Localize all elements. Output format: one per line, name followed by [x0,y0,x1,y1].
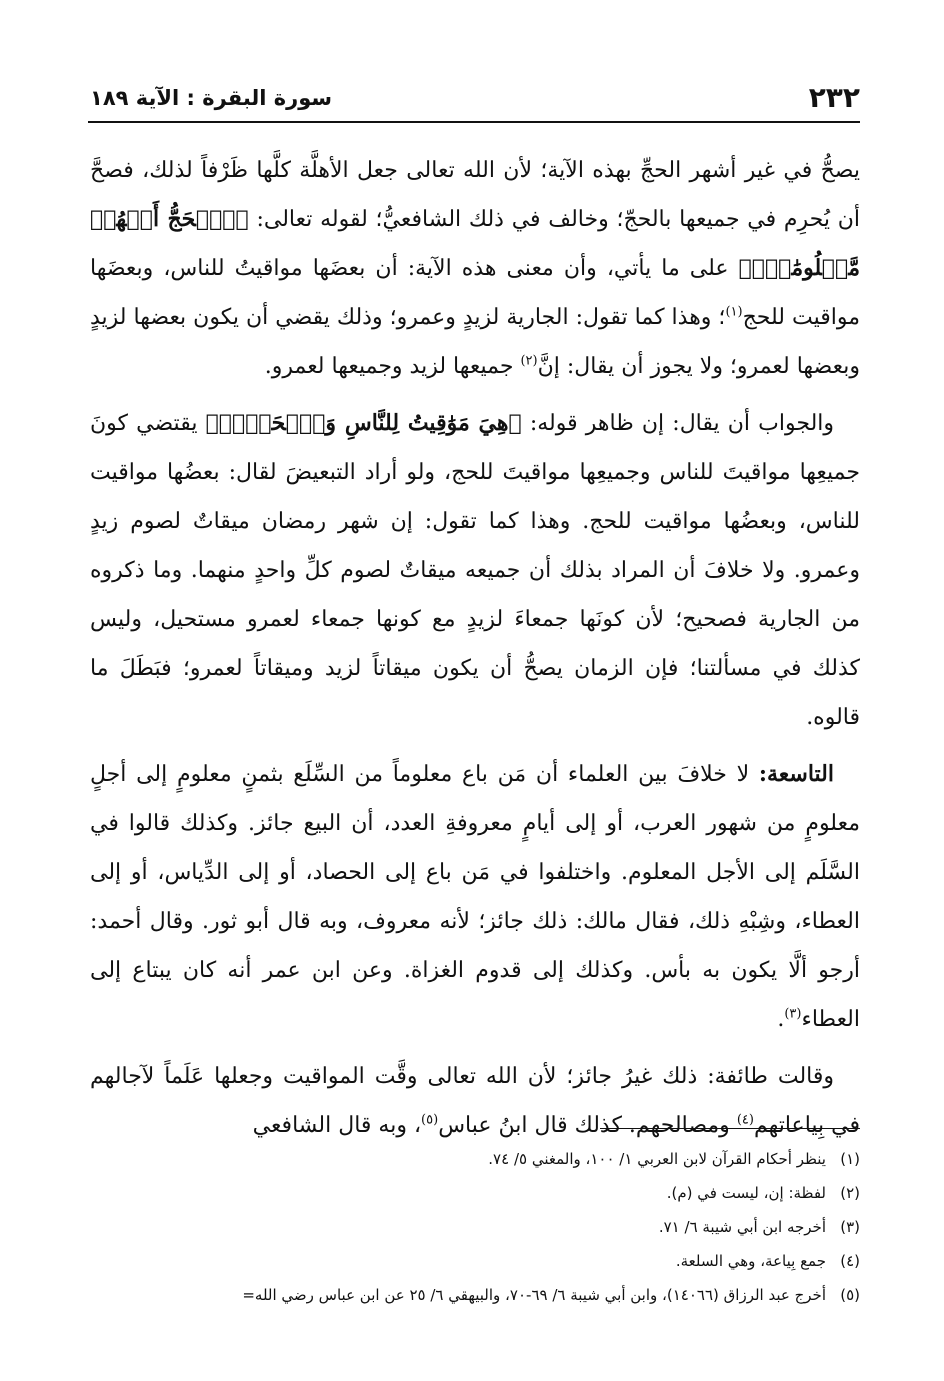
quran-verse: ﴿ٱلۡحَجُّ أَشۡهُرٞ مَّعۡلُومَٰتٞۚ﴾ [90,206,860,281]
footnote-ref: (٥) [421,1112,439,1128]
running-title: سورة البقرة : الآية ١٨٩ [90,86,333,110]
footnote [70,1244,860,1278]
paragraph: وقالت طائفة: ذلك غيرُ جائز؛ لأن الله تعالى وقَّت المواقيت وجعلها عَلَماً لآجالهم في بِياعاتهم$^{(٤)}$ ومصالحهم. كذلك قال ابنُ عباس$^{(٥)}$، وبه قال الشافعي [90,1064,860,1138]
footnote-number: (٣) [840,1218,860,1236]
paragraph: التاسعة: لا خلافَ بين العلماء أن مَن باع معلوماً من السِّلَع بثمنٍ معلومٍ إلى أجلٍ معلومٍ من شهور العرب، أو إلى أيامٍ معروفةِ العدد، أن البيع جائز. وكذلك قالوا في السَّلَم إلى الأجل المعلوم. واختلفوا في مَن باع إلى الحصاد، أو إلى الدِّياس، أو إلى العطاء، وشِبْهِ ذلك، فقال مالك: ذلك جائز؛ لأنه معروف، وبه قال أبو ثور. وقال أحمد: أرجو ألَّا يكون به بأس. وكذلك إلى قدوم الغزاة. وعن ابن عمر أنه كان يبتاع إلى العطاء$^{(٣)}$. [90,761,860,1032]
footnote-number: (١) [840,1150,860,1168]
footnote [70,1142,860,1176]
page-number: ٢٣٢ [808,81,860,114]
section-heading: التاسعة: [758,761,834,787]
footnote [70,1176,860,1210]
footnote-rule [600,1128,860,1129]
paragraph: يصحُّ في غير أشهر الحجِّ بهذه الآية؛ لأن الله تعالى جعل الأهلَّة كلَّها ظَرْفاً لذلك، فصحَّ أن يُحرِم في جميعها بالحجّ؛ وخالف في ذلك الشافعيُّ؛ لقوله تعالى: ﴿ٱلۡحَجُّ أَشۡهُرٞ مَّعۡلُومَٰتٞۚ﴾ على ما يأتي، وأن معنى هذه الآية: أن بعضَها مواقيتُ للناس، وبعضَها مواقيت للحج$^{(١)}$؛ وهذا كما تقول: الجارية لزيدٍ وعمرو؛ وذلك يقضي أن يكون بعضها لزيدٍ وبعضها لعمرو؛ ولا يجوز أن يقال: إنَّ$^{(٢)}$ جميعها لزيد وجميعها لعمرو. [90,158,860,379]
footnote-text: جمع بِياعة، وهي السلعة. [675,1252,826,1270]
footnotes [70,1142,860,1312]
footnote [70,1210,860,1244]
footnote-text: أخرج عبد الرزاق (١٤٠٦٦)، وابن أبي شيبة ٦/ ٦٩-٧٠، والبيهقي ٦/ ٢٥ عن ابن عباس رضي الله= [242,1286,826,1304]
main-text [90,146,860,1150]
footnote-ref: (١) [725,304,743,320]
page-header [90,78,860,118]
footnote-number: (٢) [840,1184,860,1202]
footnote-text: ينظر أحكام القرآن لابن العربي ١/ ١٠٠، والمغني ٥/ ٧٤. [488,1150,826,1168]
footnote-text: لفظة: إن، ليست في (م). [666,1184,826,1202]
footnote-ref: (٣) [784,1006,802,1022]
footnote-text: أخرجه ابن أبي شيبة ٦/ ٧١. [658,1218,826,1236]
footnote-number: (٤) [840,1252,860,1270]
footnote-ref: (٤) [736,1112,754,1128]
header-rule [88,121,860,123]
quran-verse: ﴿هِيَ مَوَٰقِيتُ لِلنَّاسِ وَٱلۡحَجِّۗ﴾ [205,410,522,436]
footnote-number: (٥) [840,1286,860,1304]
paragraph: والجواب أن يقال: إن ظاهر قوله: ﴿هِيَ مَوَٰقِيتُ لِلنَّاسِ وَٱلۡحَجِّۗ﴾ يقتضي كونَ جميعِها مواقيتَ للناس وجميعِها مواقيتَ للحج، ولو أراد التبعيضَ لقال: بعضُها مواقيت للناس، وبعضُها مواقيت للحج. وهذا كما تقول: إن شهر رمضان ميقاتٌ لصوم زيدٍ وعمرو. ولا خلافَ أن المراد بذلك أن جميعه ميقاتٌ لصوم كلِّ واحدٍ منهما. وما ذكروه من الجارية فصحيح؛ لأن كونَها جمعاءَ لزيدٍ مع كونها جمعاء لعمرو مستحيل، وليس كذلك في مسألتنا؛ فإن الزمان يصحُّ أن يكون ميقاتاً لزيد وميقاتاً لعمرو؛ فبَطَلَ ما قالوه. [90,410,860,730]
footnote [70,1278,860,1312]
footnote-ref: (٢) [520,353,538,369]
